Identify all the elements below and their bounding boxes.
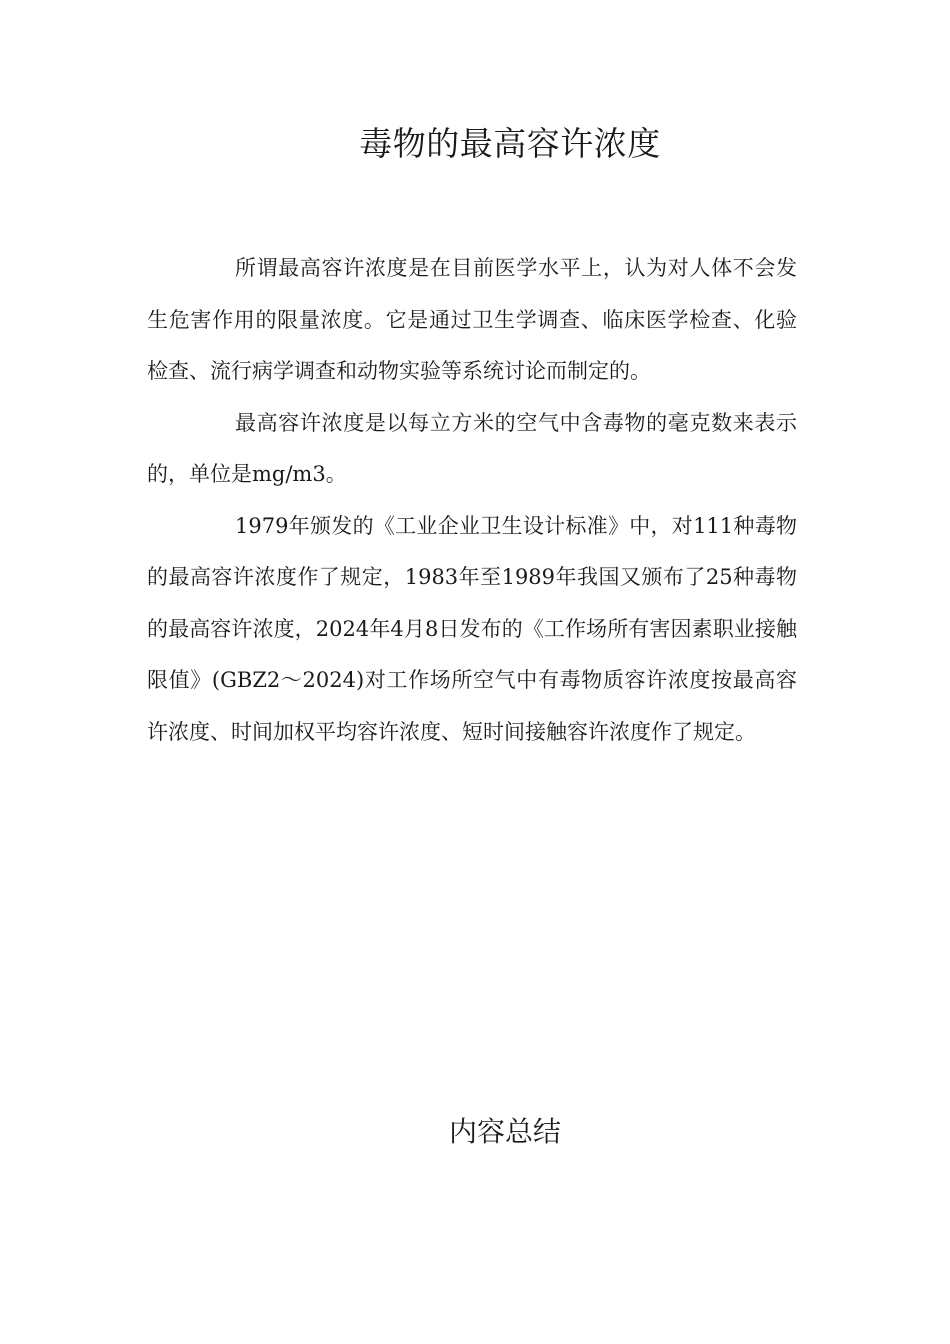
summary-heading: 内容总结: [448, 1115, 561, 1148]
paragraph-standards: 1979年颁发的《工业企业卫生设计标准》中，对111种毒物的最高容许浓度作了规定，1983年至1989年我国又颁布了25种毒物的最高容许浓度，2024年4月8日发布的《工作场所有害因素职业接触限值》(GBZ2～2024)对工作场所空气中有毒物质容许浓度按最高容许浓度、时间加权平均容许浓度、短时间接触容许浓度作了规定。: [147, 513, 797, 744]
paragraph-unit: 最高容许浓度是以每立方米的空气中含毒物的毫克数来表示的，单位是mg/m3。: [147, 410, 797, 486]
paragraph-definition: 所谓最高容许浓度是在目前医学水平上，认为对人体不会发生危害作用的限量浓度。它是通过卫生学调查、临床医学检查、化验检查、流行病学调查和动物实验等系统讨论而制定的。: [147, 256, 797, 383]
document-body: [147, 243, 797, 758]
document-title: 毒物的最高容许浓度: [359, 124, 661, 163]
